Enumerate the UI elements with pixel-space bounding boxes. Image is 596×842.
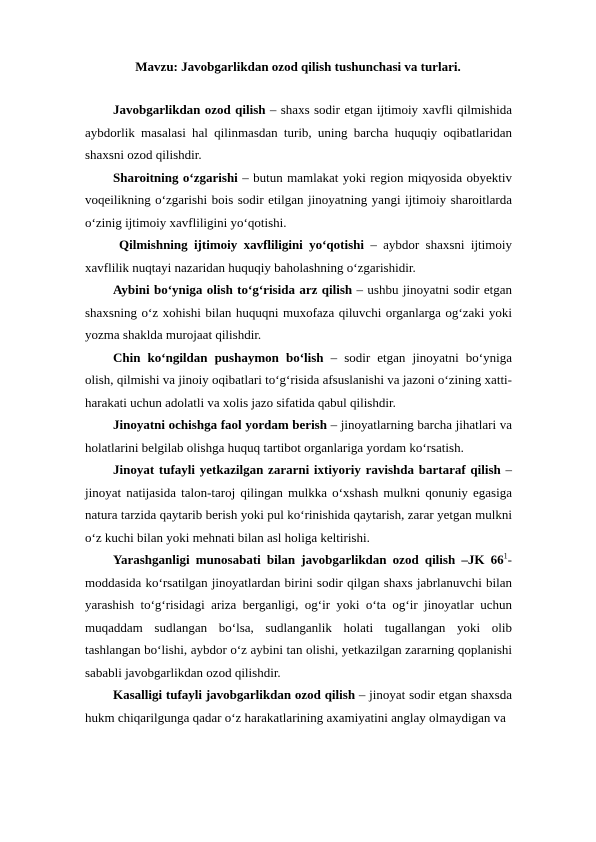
term: Yarashganligi munosabati bilan javobgarlikdan ozod qilish <box>113 552 456 567</box>
paragraph-qilmishning-xavfliligi <box>85 234 512 279</box>
definition: -moddasida ko‘rsatilgan jinoyatlardan birini sodir qilgan shaxs jabrlanuvchi bilan yarashish to‘g‘risidagi ariza berganligi, og‘ir yoki o‘ta og‘ir jinoyatlar uchun muqaddam sudlangan bo‘lsa, sudlanganlik holati tugallangan yoki olib tashlangan bo‘lishi, aybdor o‘z aybini tan olishi, yetkazilgan zararning qoplanishi sababli javobgarlikdan ozod qilishdir. <box>85 552 512 680</box>
term: Kasalligi tufayli javobgarlikdan ozod qilish <box>113 687 356 702</box>
definition: – jinoyatlarning barcha jihatlari va holatlarini belgilab olishga huquq tartibot organlariga yordam ko‘rsatish. <box>85 417 512 455</box>
paragraph-aybini-boyniga-olish <box>85 279 512 347</box>
document-body <box>85 99 512 729</box>
paragraph-javobgarlikdan-ozod-qilish <box>85 99 512 167</box>
term: Jinoyat tufayli yetkazilgan zararni ixtiyoriy ravishda bartaraf qilish <box>113 462 501 477</box>
paragraph-chin-kongildan-pushaymon <box>85 347 512 415</box>
term: Javobgarlikdan ozod qilish <box>113 102 266 117</box>
definition: – aybdor shaxsni ijtimoiy xavflilik nuqtayi nazaridan huquqiy baholashning o‘zgarishidir. <box>85 237 512 275</box>
paragraph-yarashganlik <box>85 549 512 684</box>
term: Sharoitning o‘zgarishi <box>113 169 238 185</box>
definition: – sodir etgan jinoyatni bo‘yniga olish, qilmishi va jinoiy oqibatlari to‘g‘risida afsuslanishi va jazoni o‘zining xatti-harakati uchun adolatli va xolis jazo sifatida qabul qilishdir. <box>85 349 512 410</box>
definition: – jinoyat sodir etgan shaxsda hukm chiqarilgunga qadar o‘z harakatlarining axamiyatini anglay olmaydigan va <box>85 687 513 725</box>
definition: – shaxs sodir etgan ijtimoiy xavfli qilmishida aybdorlik masalasi hal qilinmasdan turib, uning barcha huquqiy oqibatlaridan shaxsni ozod qilishdir. <box>85 102 513 162</box>
term: Jinoyatni ochishga faol yordam berish <box>113 417 327 432</box>
paragraph-sharoitning-ozgarishi <box>85 167 512 235</box>
term: Chin ko‘ngildan pushaymon bo‘lish <box>113 349 324 365</box>
definition: – jinoyat natijasida talon-taroj qilingan mulkka o‘xshash mulkni qonuniy egasiga natura tarzida qaytarib berish yoki pul ko‘rinishida qaytarish, zarar yetgan mulkni o‘z kuchi bilan yoki mehnati bilan asl holiga keltirishi. <box>85 462 513 545</box>
article-reference: –JK 66 <box>455 552 504 567</box>
definition: – ushbu jinoyatni sodir etgan shaxsning o‘z xohishi bilan huquqni muxofaza qiluvchi organlarga og‘zaki yoki yozma shaklda murojaat qilishdir. <box>85 282 512 342</box>
paragraph-jinoyatni-ochishga-yordam <box>85 414 512 459</box>
term: Aybini bo‘yniga olish to‘g‘risida arz qilish <box>113 282 353 297</box>
term: Qilmishning ijtimoiy xavfliligini yo‘qotishi <box>119 237 365 252</box>
paragraph-kasalligi-tufayli <box>85 684 512 729</box>
definition: – butun mamlakat yoki region miqyosida obyektiv voqeilikning o‘zgarishi bois sodir etilgan jinoyatning yangi ijtimoiy sharoitlarda o‘zinig ijtimoiy xavfliligini yo‘qotishi. <box>85 169 512 230</box>
page-title: Mavzu: Javobgarlikdan ozod qilish tushunchasi va turlari. <box>135 59 461 74</box>
superscript: 1 <box>503 551 508 561</box>
paragraph-zararni-bartaraf-qilish <box>85 459 512 549</box>
